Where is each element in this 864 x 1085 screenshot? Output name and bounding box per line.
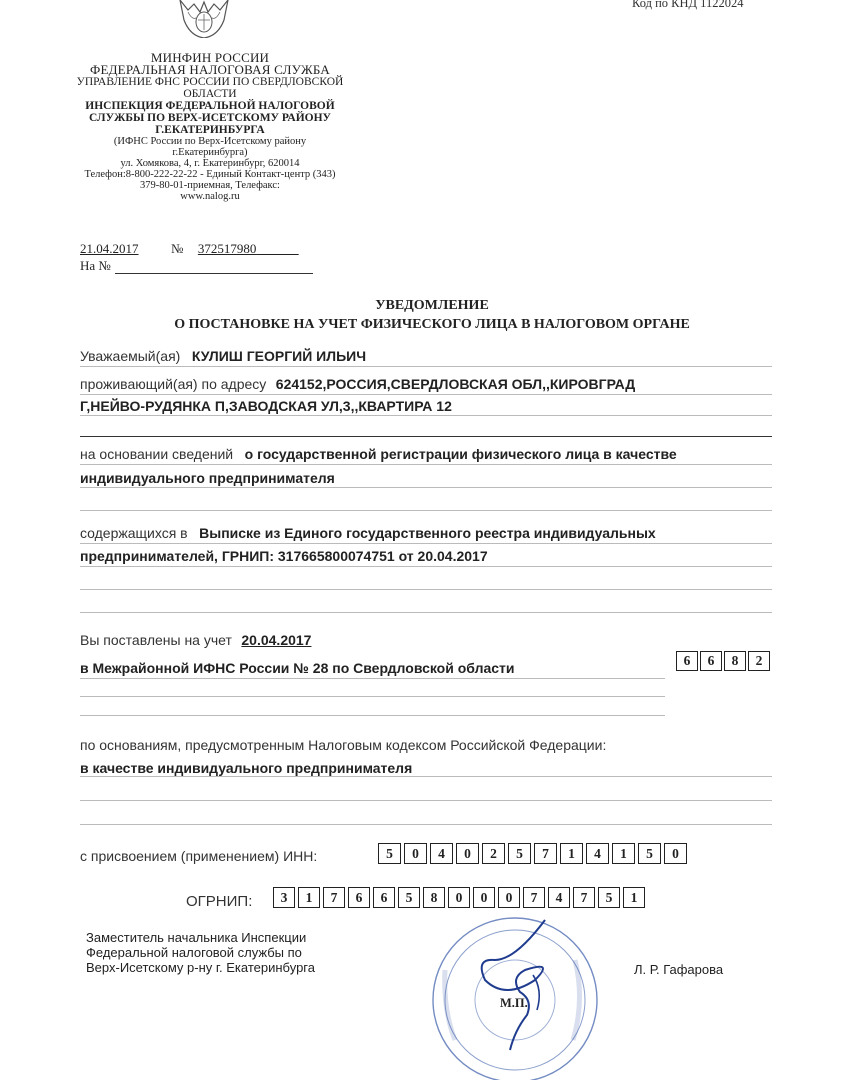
basis-row [80,446,677,464]
person-row [80,348,366,366]
inspection-short-line1: (ИФНС России по Верх-Исетскому району [113,136,307,147]
reference-label: На № [80,258,111,273]
rule [80,612,772,613]
signatory-name: Л. Р. Гафарова [634,962,724,977]
grounds-row [80,737,606,755]
registration-date: 20.04.2017 [241,632,312,648]
rule [80,715,665,716]
inspection-line3: Г.ЕКАТЕРИНБУРГА [155,124,265,136]
official-seal-stamp [415,900,615,1080]
digit-cell: 1 [623,887,645,908]
ogrnip-row [186,893,252,911]
reference-line [80,258,313,274]
phone-line2: 379-80-01-приемная, Телефакс: [140,180,280,191]
phone-line1: Телефон:8-800-222-22-22 - Единый Контакт-центр (343) [84,169,336,180]
address-line2: Г,НЕЙВО-РУДЯНКА П,ЗАВОДСКАЯ УЛ,3,,КВАРТИРА 12 [80,398,452,414]
digit-cell: 0 [473,887,495,908]
digit-cell: 8 [423,887,445,908]
digit-cell: 1 [298,887,320,908]
rule [80,366,772,367]
basis-value-line2: индивидуального предпринимателя [80,470,335,486]
rule [80,589,772,590]
rule [80,464,772,465]
address-text: ул. Хомякова, 4, г. Екатеринбург, 620014 [120,158,300,169]
department-line1: УПРАВЛЕНИЕ ФНС РОССИИ ПО СВЕРДЛОВСКОЙ [76,76,344,88]
rule [80,696,665,697]
source-row [80,525,656,543]
digit-cell: 8 [724,651,746,671]
digit-cell: 1 [612,843,635,864]
document-number: 372517980 [197,241,257,256]
rule [80,678,665,679]
rule [80,566,772,567]
signatory-position [86,930,315,975]
knd-code: Код по КНД 1122024 [632,0,744,10]
digit-cell: 5 [398,887,420,908]
reference-blank [115,259,313,274]
title-line2: О ПОСТАНОВКЕ НА УЧЕТ ФИЗИЧЕСКОГО ЛИЦА В НАЛОГОВОМ ОРГАНЕ [174,317,690,332]
grounds-value: в качестве индивидуального предпринимателя [80,760,413,776]
source-value-line2: предпринимателей, ГРНИП: 317665800074751 от 20.04.2017 [80,548,488,564]
ogrnip-label: ОГРНИП: [186,893,253,910]
department-line2: ОБЛАСТИ [183,88,237,100]
address-label: проживающий(ая) по адресу [80,376,267,392]
rule [80,394,772,395]
digit-cell: 4 [548,887,570,908]
basis-row2 [80,470,335,488]
digit-cell: 5 [508,843,531,864]
russian-coat-of-arms-icon [170,0,238,38]
digit-cell: 3 [273,887,295,908]
basis-label: на основании сведений [80,446,234,462]
digit-cell: 7 [323,887,345,908]
tax-office-name: в Межрайонной ИФНС России № 28 по Свердловской области [80,660,515,676]
digit-cell: 2 [482,843,505,864]
digit-cell: 6 [348,887,370,908]
rule [80,436,772,437]
position-line3: Верх-Исетскому р-ну г. Екатеринбурга [86,960,315,975]
person-label: Уважаемый(ая) [80,348,181,364]
digit-cell: 7 [523,887,545,908]
digit-cell: 5 [378,843,401,864]
rule [80,543,772,544]
document-date-number [80,241,299,257]
ministry-name: МИНФИН РОССИИ [150,50,270,65]
digit-cell: 0 [456,843,479,864]
digit-cell: 6 [700,651,722,671]
digit-cell: 0 [498,887,520,908]
rule [80,776,772,777]
digit-cell: 4 [430,843,453,864]
address-row [80,376,635,394]
position-line1: Заместитель начальника Инспекции [86,930,307,945]
number-label: № [171,241,184,256]
rule [80,510,772,511]
source-value-line1: Выписке из Единого государственного реестра индивидуальных [199,525,656,541]
digit-cell: 5 [638,843,661,864]
tax-office-code [676,651,772,671]
source-row2 [80,548,488,566]
source-label: содержащихся в [80,525,188,541]
digit-cell: 2 [748,651,770,671]
digit-cell: 0 [664,843,687,864]
issuer-header [60,52,360,202]
digit-cell: 7 [534,843,557,864]
digit-cell: 1 [560,843,583,864]
grounds-label: по основаниям, предусмотренным Налоговым кодексом Российской Федерации: [80,737,607,753]
inn-row [80,848,317,866]
inspection-line2: СЛУЖБЫ ПО ВЕРХ-ИСЕТСКОМУ РАЙОНУ [88,112,332,124]
rule [80,800,772,801]
person-name: КУЛИШ ГЕОРГИЙ ИЛЬИЧ [191,348,367,364]
digit-cell: 6 [373,887,395,908]
digit-cell: 6 [676,651,698,671]
inn-label: с присвоением (применением) ИНН: [80,848,318,864]
digit-cell: 0 [448,887,470,908]
rule [80,415,772,416]
digit-cell: 0 [404,843,427,864]
rule [80,824,772,825]
registration-label: Вы поставлены на учет [80,632,232,648]
service-name: ФЕДЕРАЛЬНАЯ НАЛОГОВАЯ СЛУЖБА [90,62,330,77]
digit-cell: 4 [586,843,609,864]
address-line1: 624152,РОССИЯ,СВЕРДЛОВСКАЯ ОБЛ,,КИРОВГРАД [275,376,636,392]
office-row [80,660,515,678]
position-line2: Федеральной налоговой службы по [86,945,302,960]
notification-title [0,296,864,334]
title-line1: УВЕДОМЛЕНИЕ [375,298,489,313]
registration-row [80,632,311,650]
address-row2 [80,398,452,416]
rule [80,487,772,488]
inspection-short-line2: г.Екатеринбурга) [172,147,248,158]
inspection-line1: ИНСПЕКЦИЯ ФЕДЕРАЛЬНОЙ НАЛОГОВОЙ [85,100,335,112]
digit-cell: 5 [598,887,620,908]
inn-digits [378,843,690,864]
document-date: 21.04.2017 [80,241,139,256]
seal-place-label: М.П. [500,996,528,1010]
basis-value-line1: о государственной регистрации физического лица в качестве [244,446,677,462]
website-text: www.nalog.ru [180,191,240,202]
digit-cell: 7 [573,887,595,908]
